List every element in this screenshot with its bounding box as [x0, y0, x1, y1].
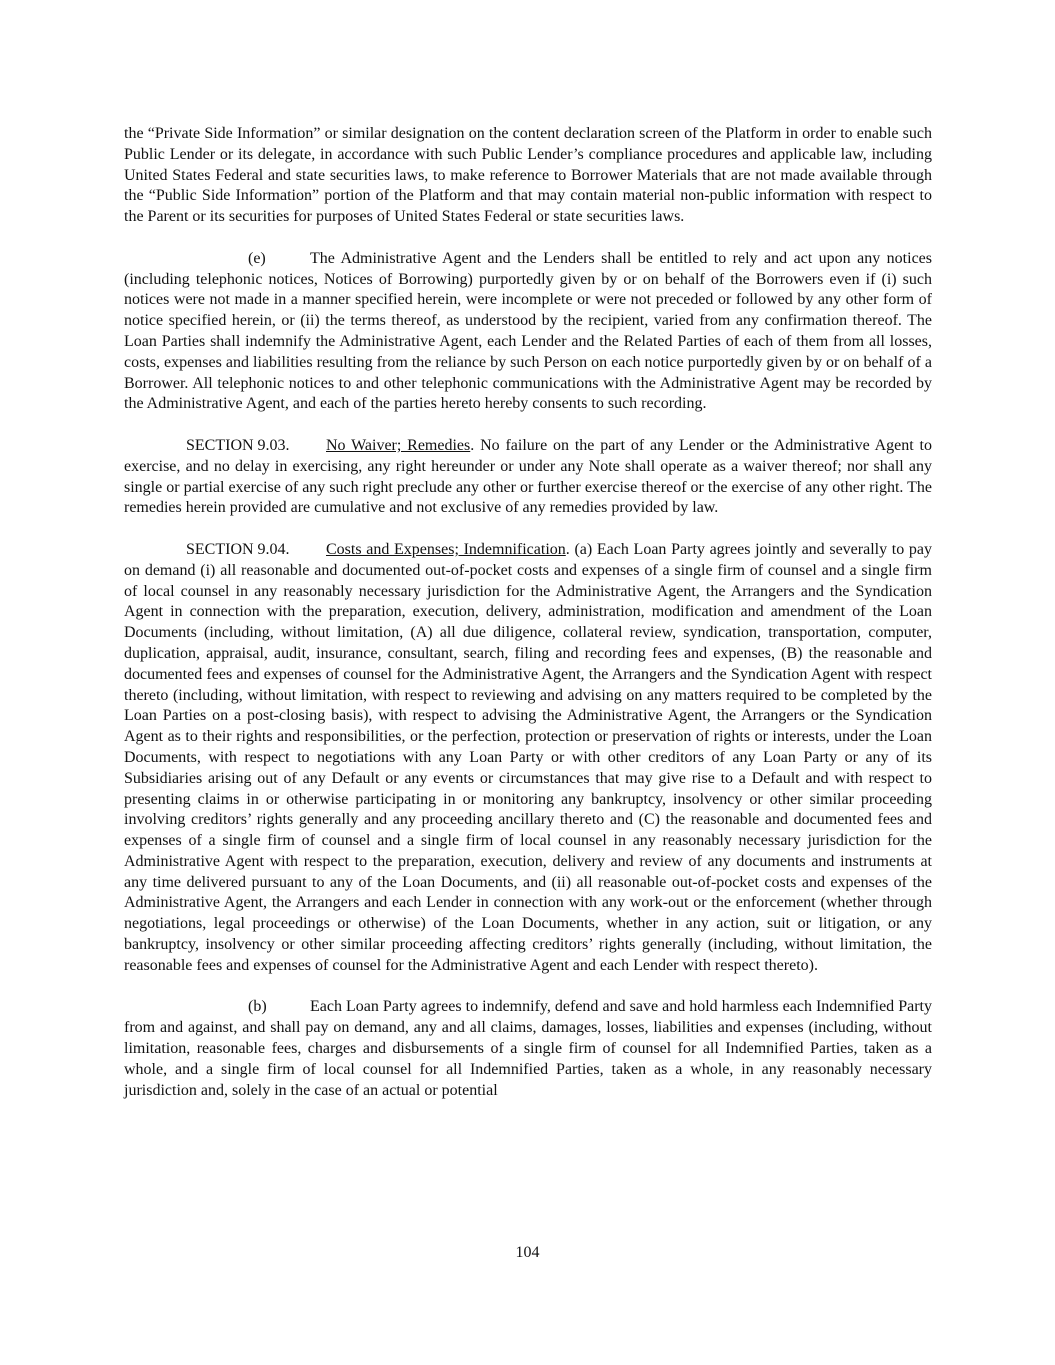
clause-label-e: (e) — [248, 249, 266, 267]
section-text: . No failure on the part of any Lender or the Administrative Agent to exercise, and no delay in exercising, any right hereunder or under any Note shall operate as a waiver thereof; nor shall any single or partial exercise of any such right preclude any other or further exercise thereof or the exercise of any other right. The remedies herein provided are cumulative and not exclusive of any remedies provided by law. — [124, 436, 932, 517]
document-page — [124, 124, 932, 1122]
section-text: . (a) Each Loan Party agrees jointly and severally to pay on demand (i) all reasonable and documented out-of-pocket costs and expenses of a single firm of counsel and a single firm of local counsel in any reasonably necessary jurisdiction for the Administrative Agent, the Arrangers and the Syndication Agent in connection with the preparation, execution, delivery, administration, modification and amendment of the Loan Documents (including, without limitation, (A) all due diligence, collateral review, syndication, transportation, computer, duplication, appraisal, audit, insurance, consultant, search, filing and recording fees and expenses, (B) the reasonable and documented fees and expenses of counsel for the Administrative Agent, the Arrangers and the Syndication Agent with respect thereto (including, without limitation, with respect to reviewing and advising on any matters required to be completed by the Loan Parties on a post-closing basis), with respect to advising the Administrative Agent, the Arrangers or the Syndication Agent as to their rights and responsibilities, or the perfection, protection or preservation of rights or interests, under the Loan Documents, with respect to negotiations with any Loan Party or with other creditors of any Loan Party or any of its Subsidiaries arising out of any Default or any events or circumstances that may give rise to a Default and with respect to presenting claims in or otherwise participating in or monitoring any bankruptcy, insolvency or other similar proceeding involving creditors’ rights generally and any proceeding ancillary thereto and (C) the reasonable and documented fees and expenses of a single firm of counsel and a single firm of local counsel in any reasonably necessary jurisdiction for the Administrative Agent with respect to the preparation, execution, delivery and review of any documents and instruments at any time delivered pursuant to any of the Loan Documents, and (ii) all reasonable out-of-pocket costs and expenses of the Administrative Agent, the Arrangers and each Lender in connection with any work-out or the enforcement (whether through negotiations, legal proceedings or otherwise) of the Loan Documents, whether in any action, suit or litigation, or any bankruptcy, insolvency or other similar proceeding affecting creditors’ rights generally (including, without limitation, the reasonable fees and expenses of counsel for the Administrative Agent and each Lender with respect thereto). — [124, 540, 933, 974]
section-9-03 — [124, 436, 932, 519]
section-9-04 — [124, 540, 932, 977]
paragraph-continuation: the “Private Side Information” or similar designation on the content declaration screen of the Platform in order to enable such Public Lender or its delegate, in accordance with such Public Lender’s compliance procedures and applicable law, including United States Federal and state securities laws, to make reference to Borrower Materials that are not made available through the “Public Side Information” portion of the Platform and that may contain material non-public information with respect to the Parent or its securities for purposes of United States Federal or state securities laws. — [124, 125, 932, 226]
clause-text-b: Each Loan Party agrees to indemnify, defend and save and hold harmless each Indemnified Party from and against, and shall pay on demand, any and all claims, damages, losses, liabilities and expenses (including, without limitation, reasonable fees, charges and disbursements of a single firm of counsel for all Indemnified Parties, taken as a whole, and a single firm of local counsel for all Indemnified Parties, taken as a whole, in any reasonably necessary jurisdiction and, solely in the case of an actual or potential — [124, 998, 932, 1099]
paragraph-b — [124, 997, 932, 1101]
section-number: SECTION 9.03. — [186, 436, 290, 454]
clause-text-e: The Administrative Agent and the Lenders shall be entitled to rely and act upon any notices (including telephonic notices, Notices of Borrowing) purportedly given by or on behalf of the Borrowers even if (i) such notices were not made in a manner specified herein, were incomplete or were not preceded or followed by any other form of notice specified herein, or (ii) the terms thereof, as understood by the recipient, varied from any confirmation thereof. The Loan Parties shall indemnify the Administrative Agent, each Lender and the Related Parties of each of them from all losses, costs, expenses and liabilities resulting from the reliance by such Person on each notice purportedly given by or on behalf of a Borrower. All telephonic notices to and other telephonic communications with the Administrative Agent may be recorded by the Administrative Agent, and each of the parties hereto hereby consents to such recording. — [124, 249, 932, 413]
section-number: SECTION 9.04. — [186, 540, 290, 558]
paragraph-e — [124, 249, 932, 415]
section-heading: Costs and Expenses; Indemnification — [326, 540, 566, 558]
clause-label-b: (b) — [248, 998, 267, 1016]
section-heading: No Waiver; Remedies — [326, 436, 471, 454]
page-number: 104 — [515, 1244, 540, 1261]
